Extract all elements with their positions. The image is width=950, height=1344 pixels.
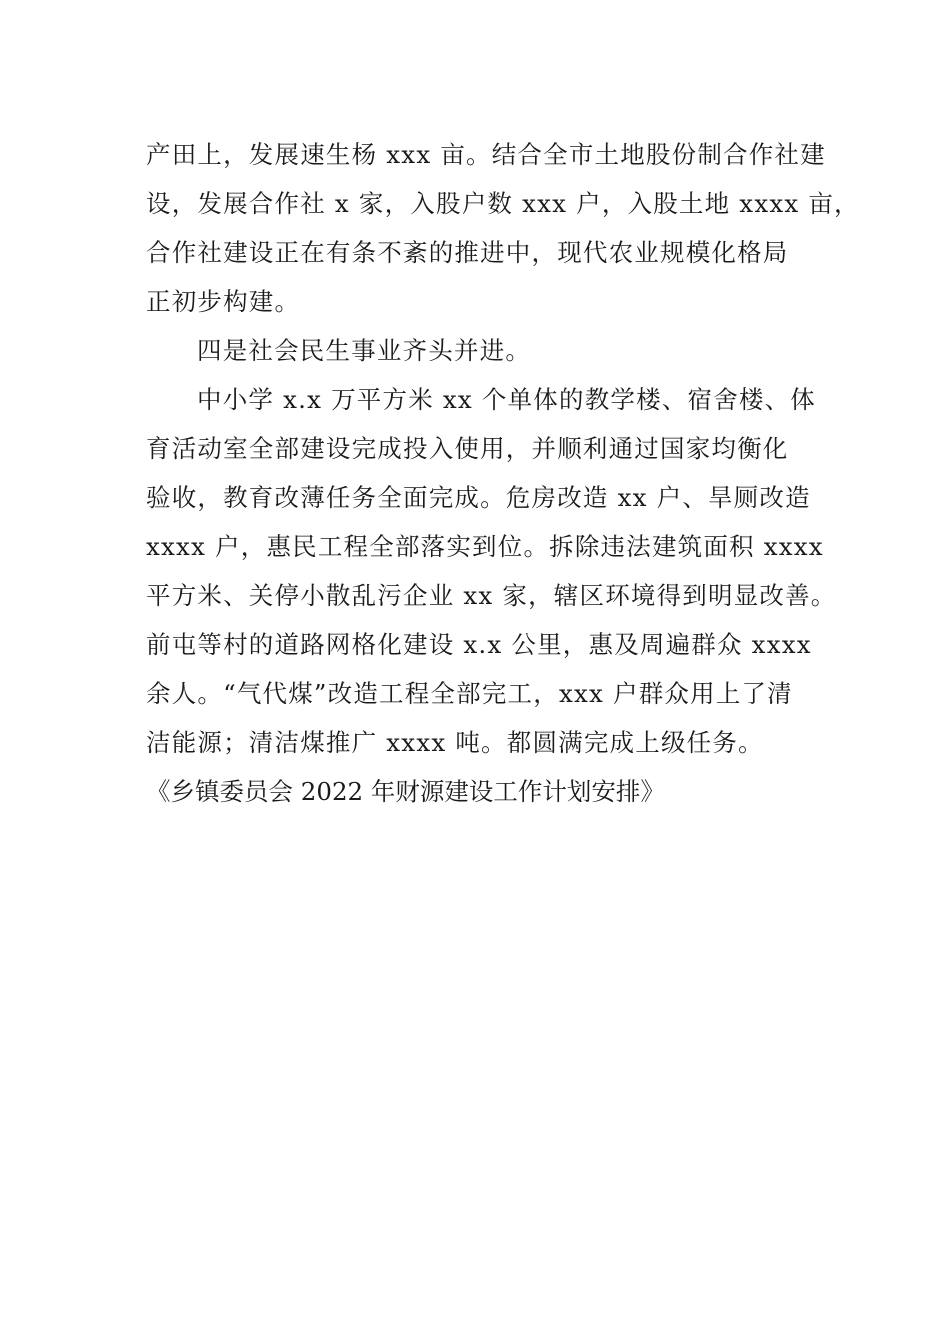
document-title-reference: 《乡镇委员会 2022 年财源建设工作计划安排》: [146, 777, 665, 806]
text-line: 正初步构建。: [146, 287, 301, 316]
text-line: 前屯等村的道路网格化建设 x.x 公里，惠及周遍群众 xxxx: [146, 630, 812, 659]
paragraph-agriculture: [146, 130, 860, 326]
text-line: 洁能源；清洁煤推广 xxxx 吨。都圆满完成上级任务。: [146, 728, 764, 757]
paragraph-livelihood: [146, 375, 837, 767]
document-body: [146, 130, 860, 816]
text-line: 平方米、关停小散乱污企业 xx 家，辖区环境得到明显改善。: [146, 581, 837, 610]
text-line: xxxx 户，惠民工程全部落实到位。拆除违法建筑面积 xxxx: [146, 532, 824, 561]
text-line: 余人。“气代煤”改造工程全部完工，xxx 户群众用上了清: [146, 679, 793, 708]
text-line: 合作社建设正在有条不紊的推进中，现代农业规模化格局: [146, 238, 789, 267]
text-line: 育活动室全部建设完成投入使用，并顺利通过国家均衡化: [146, 434, 789, 463]
section-heading: 四是社会民生事业齐头并进。: [197, 336, 532, 365]
text-line: 产田上，发展速生杨 xxx 亩。结合全市土地股份制合作社建: [146, 140, 826, 169]
text-line: 设，发展合作社 x 家，入股户数 xxx 户，入股土地 xxxx 亩，: [146, 189, 860, 218]
text-line: 中小学 x.x 万平方米 xx 个单体的教学楼、宿舍楼、体: [197, 385, 817, 414]
text-line: 验收，教育改薄任务全面完成。危房改造 xx 户、旱厕改造: [146, 483, 811, 512]
